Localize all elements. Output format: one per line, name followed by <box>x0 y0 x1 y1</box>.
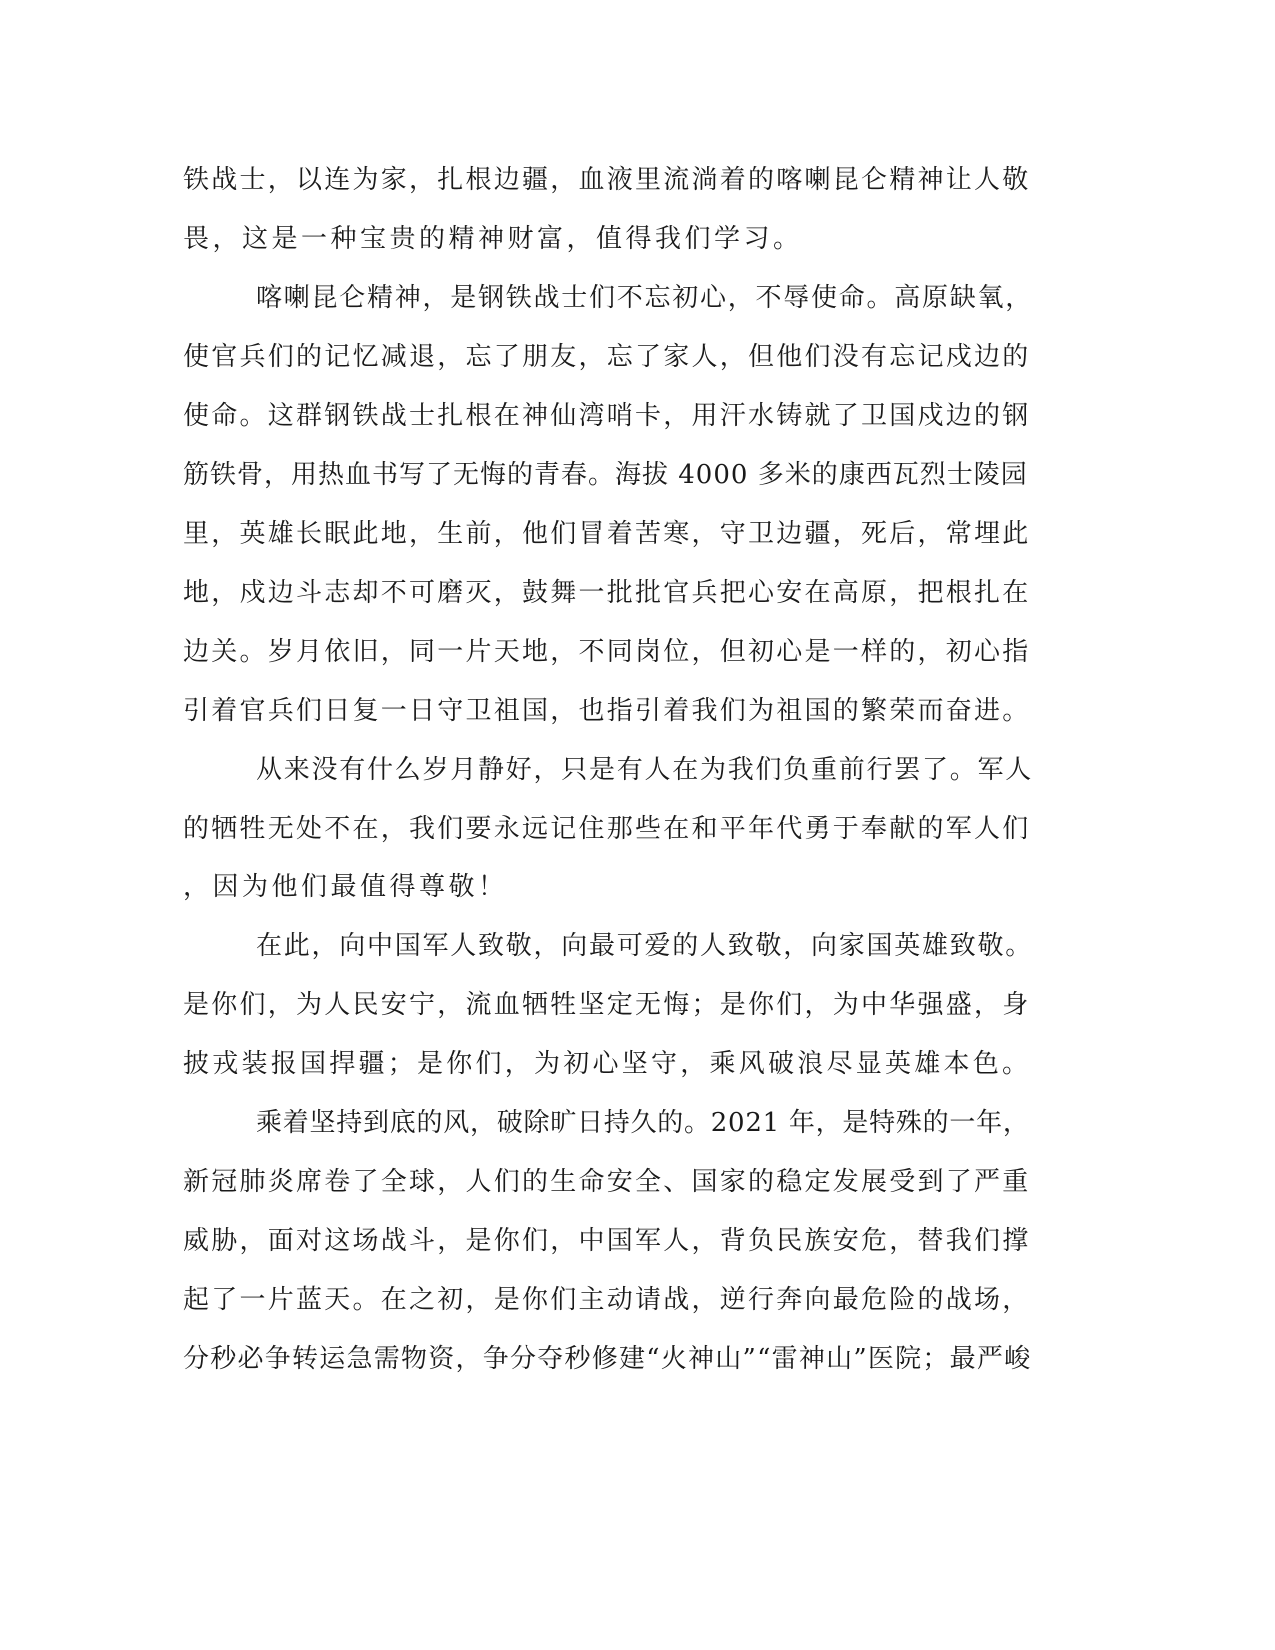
text-line: 引着官兵们日复一日守卫祖国，也指引着我们为祖国的繁荣而奋进。 <box>183 696 1031 726</box>
text-line: 铁战士，以连为家，扎根边疆，血液里流淌着的喀喇昆仑精神让人敬 <box>183 165 1031 195</box>
text-line: 威胁，面对这场战斗，是你们，中国军人，背负民族安危，替我们撑 <box>183 1226 1031 1256</box>
text-line: 的牺牲无处不在，我们要永远记住那些在和平年代勇于奉献的军人们 <box>183 814 1031 844</box>
paragraph-start-line: 乘着坚持到底的风，破除旷日持久的。2021 年，是特殊的一年， <box>256 1108 1030 1138</box>
text-line: 是你们，为人民安宁，流血牺牲坚定无悔；是你们，为中华强盛，身 <box>183 990 1031 1020</box>
text-line: 新冠肺炎席卷了全球，人们的生命安全、国家的稳定发展受到了严重 <box>183 1167 1031 1197</box>
paragraph-start-line: 从来没有什么岁月静好，只是有人在为我们负重前行罢了。军人 <box>256 755 1034 785</box>
text-line: 使命。这群钢铁战士扎根在神仙湾哨卡，用汗水铸就了卫国戍边的钢 <box>183 401 1031 431</box>
text-line: 起了一片蓝天。在之初，是你们主动请战，逆行奔向最危险的战场， <box>183 1285 1031 1315</box>
text-line: 使官兵们的记忆减退，忘了朋友，忘了家人，但他们没有忘记戍边的 <box>183 342 1031 372</box>
text-line: 披戎装报国捍疆；是你们，为初心坚守，乘风破浪尽显英雄本色。 <box>183 1049 1032 1079</box>
text-line: ，因为他们最值得尊敬！ <box>183 872 508 902</box>
text-line: 边关。岁月依旧，同一片天地，不同岗位，但初心是一样的，初心指 <box>183 637 1031 667</box>
paragraph-start-line: 在此，向中国军人致敬，向最可爱的人致敬，向家国英雄致敬。 <box>256 931 1034 961</box>
text-line: 分秒必争转运急需物资，争分夺秒修建“火神山”“雷神山”医院；最严峻 <box>183 1344 1032 1374</box>
text-line: 畏，这是一种宝贵的精神财富，值得我们学习。 <box>183 224 803 254</box>
paragraph-start-line: 喀喇昆仑精神，是钢铁战士们不忘初心，不辱使命。高原缺氧， <box>256 283 1034 313</box>
text-line: 里，英雄长眠此地，生前，他们冒着苦寒，守卫边疆，死后，常埋此 <box>183 519 1031 549</box>
text-line: 地，戍边斗志却不可磨灭，鼓舞一批批官兵把心安在高原，把根扎在 <box>183 578 1031 608</box>
text-line: 筋铁骨，用热血书写了无悔的青春。海拔 4000 多米的康西瓦烈士陵园 <box>183 460 1028 490</box>
